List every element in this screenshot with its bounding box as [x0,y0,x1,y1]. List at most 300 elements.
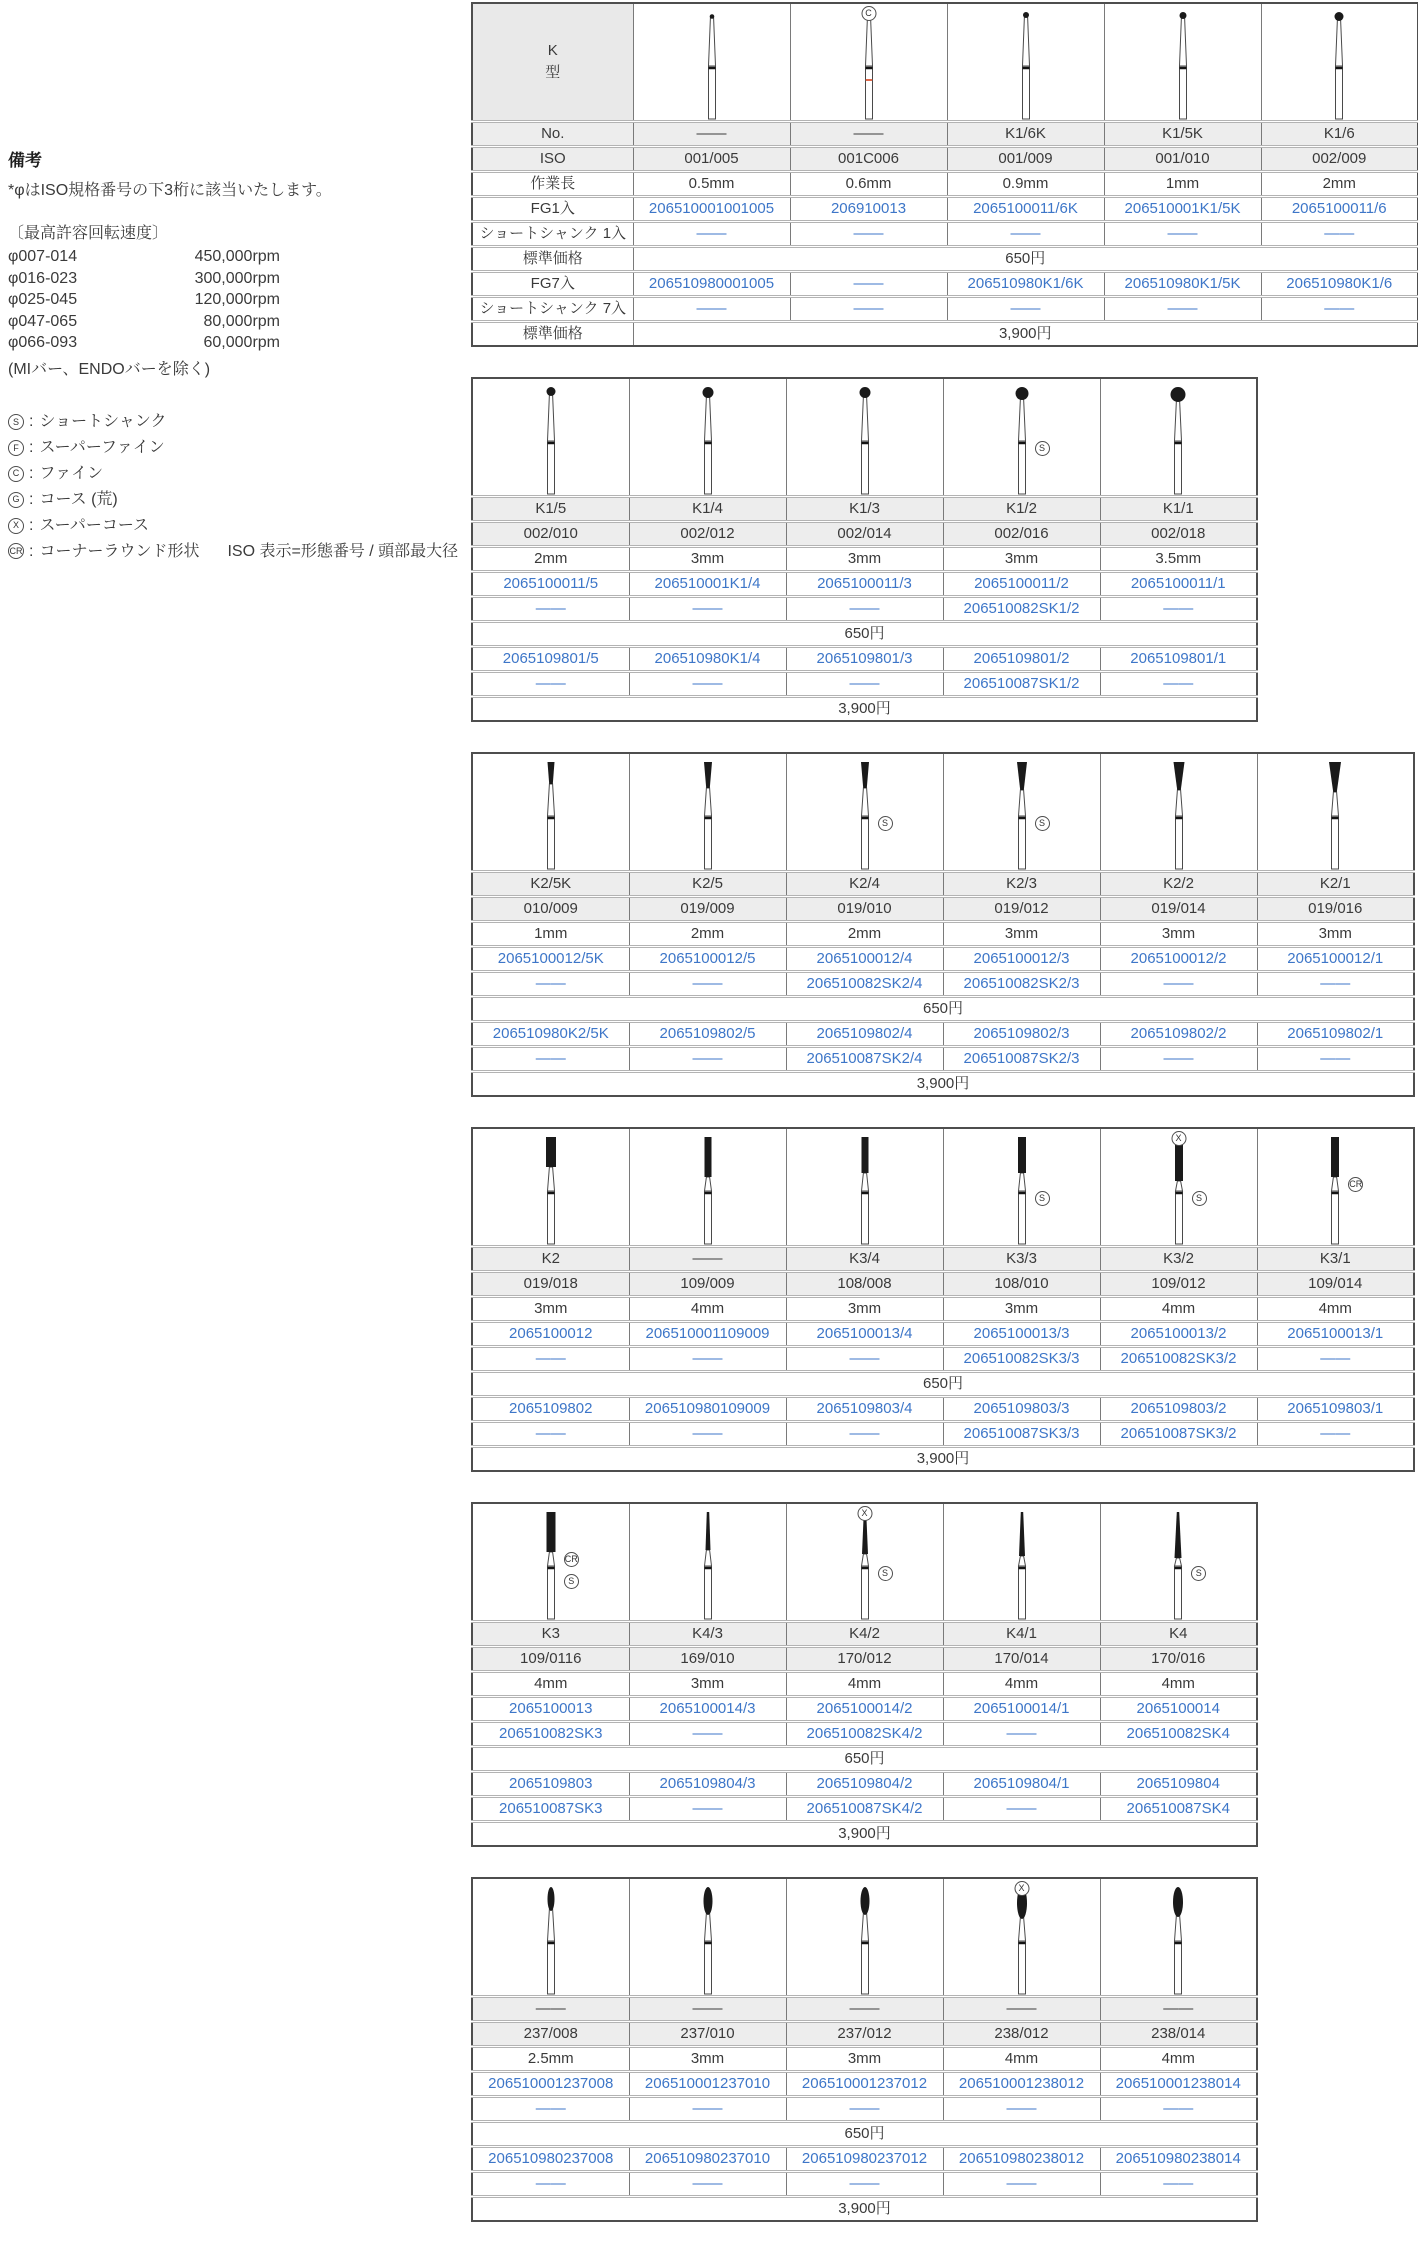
iso-number: 108/010 [943,1272,1100,1297]
product-no: K3/2 [1100,1247,1257,1272]
short-shank-7-part-number: —— [1257,1047,1414,1072]
working-length: 3mm [786,1297,943,1322]
short-shank-1-part-number: —— [943,2097,1100,2122]
fg7-part-number: 2065109804/2 [786,1772,943,1797]
short-shank-7-part-number: —— [472,672,629,697]
fg7-part-number: 2065109803/1 [1257,1397,1414,1422]
type-label-line2: 型 [545,64,561,81]
product-no: K2/1 [1257,872,1414,897]
standard-price-7pack: 3,900円 [633,322,1418,347]
bur-illustration [943,378,1100,497]
row-label-fg7: FG7入 [472,272,633,297]
bur-icon [673,754,743,870]
notes-heading: 備考 [8,151,42,170]
short-shank-1-part-number: —— [1100,597,1257,622]
standard-price-7pack-row [472,2197,1257,2222]
bur-icon [987,379,1057,495]
legend-symbol-CR-icon: CR [8,543,24,559]
fg7-part-number: 2065109801/5 [472,647,629,672]
fg1-part-number: 206510001238012 [943,2072,1100,2097]
standard-price-1pack-row [472,622,1257,647]
fg1-part-number: 2065100012/5 [629,947,786,972]
fg1-part-number: 2065100013/3 [943,1322,1100,1347]
product-no-row [472,497,1257,522]
working-length-row [472,922,1414,947]
short-shank-7-part-number-row [472,2172,1257,2197]
bur-icon [987,1879,1057,1995]
type-label-line1: K [547,42,558,59]
standard-price-1pack-row [472,247,1418,272]
speed-rpm: 60,000rpm [203,334,280,352]
standard-price-7pack-row [472,322,1418,347]
product-no: —— [629,1247,786,1272]
bur-illustration [472,1503,629,1622]
short-shank-1-part-number: —— [947,222,1104,247]
speed-range: φ047-065 [8,312,78,330]
iso-number: 109/012 [1100,1272,1257,1297]
row-label-price: 標準価格 [472,247,633,272]
bur-illustration [1100,1878,1257,1997]
fg1-part-number: 2065100012/3 [943,947,1100,972]
bur-icon [516,754,586,870]
symbol-X-icon: X [857,1506,872,1521]
iso-number: 170/016 [1100,1647,1257,1672]
iso-number-row [472,147,1418,172]
symbol-X-icon: X [1171,1131,1186,1146]
fg1-part-number: 2065100011/6 [1261,197,1418,222]
fg7-part-number: 2065109804/3 [629,1772,786,1797]
bur-illustration [1100,1128,1257,1247]
working-length: 3mm [629,547,786,572]
legend-label: ファイン [39,464,104,482]
standard-price-1pack-row [472,997,1414,1022]
legend-colon: : [29,464,34,482]
bur-icon [834,4,904,120]
product-table-block-5 [471,1502,1258,1847]
short-shank-7-part-number: —— [472,1047,629,1072]
product-no: —— [633,122,790,147]
standard-price-1pack: 650円 [472,622,1257,647]
short-shank-1-part-number: —— [472,597,629,622]
symbol-S-icon: S [878,816,893,831]
product-no: K2/5K [472,872,629,897]
fg1-part-number: 2065100011/6K [947,197,1104,222]
fg1-part-number-row [472,572,1257,597]
iso-number: 002/010 [472,522,629,547]
fg1-part-number: 2065100011/2 [943,572,1100,597]
fg1-part-number: 2065100014 [1100,1697,1257,1722]
symbol-S-icon: S [1035,441,1050,456]
short-shank-1-part-number-row [472,972,1414,997]
product-no: K2/3 [943,872,1100,897]
iso-number: 002/009 [1261,147,1418,172]
working-length: 0.9mm [947,172,1104,197]
iso-digits-note: *φはISO規格番号の下3桁に該当いたします。 [8,182,332,199]
bur-illustration [1100,1503,1257,1622]
bur-illustration [1261,3,1418,122]
legend-row [8,435,471,461]
short-shank-7-part-number: —— [1100,1047,1257,1072]
fg7-part-number: 2065109803 [472,1772,629,1797]
standard-price-7pack-row [472,1072,1414,1097]
legend-colon: : [29,542,34,560]
fg7-part-number: 2065109803/3 [943,1397,1100,1422]
short-shank-7-part-number: —— [1100,2172,1257,2197]
standard-price-7pack: 3,900円 [472,2197,1257,2222]
bur-icon [516,379,586,495]
working-length: 3mm [1257,922,1414,947]
short-shank-7-part-number-row [472,1047,1414,1072]
short-shank-1-part-number-row [472,1347,1414,1372]
iso-number: 238/012 [943,2022,1100,2047]
product-no: K4 [1100,1622,1257,1647]
working-length: 2mm [629,922,786,947]
standard-price-1pack-row [472,1747,1257,1772]
legend-row [8,487,471,513]
short-shank-7-part-number: 206510087SK2/3 [943,1047,1100,1072]
short-shank-1-part-number: —— [629,1722,786,1747]
short-shank-1-part-number: —— [786,597,943,622]
iso-number: 238/014 [1100,2022,1257,2047]
bur-illustration [472,378,629,497]
working-length: 2mm [786,922,943,947]
iso-number: 237/012 [786,2022,943,2047]
short-shank-7-part-number: —— [943,2172,1100,2197]
fg7-part-number: 2065109801/3 [786,647,943,672]
fg1-part-number: 206510001237012 [786,2072,943,2097]
fg7-part-number: 2065109804/1 [943,1772,1100,1797]
short-shank-1-part-number: —— [1257,972,1414,997]
working-length: 3mm [472,1297,629,1322]
short-shank-1-part-number: 206510082SK4 [1100,1722,1257,1747]
iso-number: 237/008 [472,2022,629,2047]
bur-icon [673,1129,743,1245]
fg1-part-number-row [472,2072,1257,2097]
iso-number: 010/009 [472,897,629,922]
illustration-row [472,378,1257,497]
short-shank-7-part-number: —— [629,1047,786,1072]
legend-row [8,539,471,565]
legend-label: ショートシャンク [39,412,167,430]
legend-symbol-X-icon: X [8,518,24,534]
bur-icon [1143,379,1213,495]
short-shank-1-part-number: 206510082SK4/2 [786,1722,943,1747]
fg7-part-number-row [472,1022,1414,1047]
illustration-row [472,753,1414,872]
iso-number: 019/018 [472,1272,629,1297]
short-shank-7-part-number: 206510087SK2/4 [786,1047,943,1072]
max-speed-list [8,246,471,354]
legend-row [8,461,471,487]
short-shank-7-part-number: 206510087SK3/3 [943,1422,1100,1447]
fg1-part-number-row [472,1322,1414,1347]
bur-illustration [633,3,790,122]
product-no: K1/5K [1104,122,1261,147]
speed-rpm: 120,000rpm [194,291,280,309]
bur-illustration [786,378,943,497]
legend-label: スーパーコース [39,516,150,534]
product-no: K3/1 [1257,1247,1414,1272]
product-no: K1/6 [1261,122,1418,147]
short-shank-7-part-number: 206510087SK1/2 [943,672,1100,697]
product-table-block-2 [471,377,1258,722]
speed-rpm: 300,000rpm [194,269,280,287]
legend-row [8,409,471,435]
bur-icon [987,754,1057,870]
short-shank-1-part-number: —— [629,2097,786,2122]
product-table-block-3 [471,752,1415,1097]
fg1-part-number: 206510001237010 [629,2072,786,2097]
iso-number: 170/014 [943,1647,1100,1672]
product-no: K4/1 [943,1622,1100,1647]
legend-symbol-G-icon: G [8,492,24,508]
short-shank-1-part-number: —— [633,222,790,247]
fg7-part-number: 2065109803/4 [786,1397,943,1422]
bur-illustration [1257,753,1414,872]
iso-number: 109/009 [629,1272,786,1297]
product-table-block-1 [471,2,1418,347]
speed-exception-note: (MIバー、ENDOバーを除く) [8,360,211,378]
standard-price-1pack: 650円 [472,1747,1257,1772]
short-shank-7-part-number: 206510087SK4/2 [786,1797,943,1822]
fg1-part-number: 206510001001005 [633,197,790,222]
fg7-part-number: 2065109802/4 [786,1022,943,1047]
product-table-block-6 [471,1877,1258,2222]
short-shank-1-part-number-row [472,222,1418,247]
iso-number: 169/010 [629,1647,786,1672]
fg1-part-number: 206510001109009 [629,1322,786,1347]
short-shank-1-part-number: —— [1104,222,1261,247]
fg7-part-number: 2065109801/2 [943,647,1100,672]
fg1-part-number: 2065100012/2 [1100,947,1257,972]
standard-price-1pack: 650円 [472,2122,1257,2147]
short-shank-1-part-number: —— [472,972,629,997]
short-shank-7-part-number: —— [1257,1422,1414,1447]
symbol-S-icon: S [1035,816,1050,831]
iso-number-row [472,1272,1414,1297]
notes-panel [0,0,471,2252]
legend-symbol-F-icon: F [8,440,24,456]
short-shank-7-part-number: —— [786,1422,943,1447]
short-shank-7-part-number: —— [472,1422,629,1447]
iso-number: 109/014 [1257,1272,1414,1297]
bur-illustration [629,1878,786,1997]
product-no: K1/2 [943,497,1100,522]
fg7-part-number: 2065109802/2 [1100,1022,1257,1047]
legend-colon: : [29,490,34,508]
type-label-cell [472,3,633,122]
fg7-part-number: 206510980238012 [943,2147,1100,2172]
short-shank-1-part-number: 206510082SK1/2 [943,597,1100,622]
short-shank-7-part-number: —— [786,2172,943,2197]
iso-number: 108/008 [786,1272,943,1297]
bur-icon [830,379,900,495]
fg7-part-number: 206510980001005 [633,272,790,297]
iso-number: 001/009 [947,147,1104,172]
fg1-part-number: 206510001237008 [472,2072,629,2097]
fg7-part-number: 206510980237012 [786,2147,943,2172]
fg7-part-number: 2065109804 [1100,1772,1257,1797]
standard-price-7pack: 3,900円 [472,1822,1257,1847]
standard-price-7pack: 3,900円 [472,697,1257,722]
speed-range: φ016-023 [8,269,78,287]
working-length: 3mm [629,1672,786,1697]
iso-number: 019/014 [1100,897,1257,922]
iso-number: 001C006 [790,147,947,172]
short-shank-7-part-number: —— [472,2172,629,2197]
fg1-part-number: 2065100012/5K [472,947,629,972]
symbol-S-icon: S [1191,1566,1206,1581]
working-length: 3mm [1100,922,1257,947]
symbol-legend [8,409,471,564]
bur-illustration [786,1503,943,1622]
fg1-part-number: 2065100013 [472,1697,629,1722]
product-no-row [472,1622,1257,1647]
short-shank-7-part-number: —— [947,297,1104,322]
short-shank-7-part-number: —— [633,297,790,322]
fg1-part-number-row [472,197,1418,222]
standard-price-7pack: 3,900円 [472,1072,1414,1097]
short-shank-7-part-number: 206510087SK3 [472,1797,629,1822]
short-shank-7-part-number-row [472,297,1418,322]
bur-illustration [629,1128,786,1247]
iso-number: 019/010 [786,897,943,922]
bur-icon [1304,4,1374,120]
working-length: 4mm [786,1672,943,1697]
bur-icon [516,1129,586,1245]
bur-icon [1144,754,1214,870]
fg1-part-number: 2065100014/2 [786,1697,943,1722]
working-length: 4mm [1100,2047,1257,2072]
iso-number: 237/010 [629,2022,786,2047]
short-shank-1-part-number: —— [472,2097,629,2122]
product-no-row [472,122,1418,147]
row-label-price: 標準価格 [472,322,633,347]
product-table-block-4 [471,1127,1415,1472]
product-no: K4/3 [629,1622,786,1647]
illustration-row [472,3,1418,122]
bur-icon [673,1504,743,1620]
bur-illustration [947,3,1104,122]
bur-illustration [786,753,943,872]
working-length: 1mm [1104,172,1261,197]
short-shank-1-part-number: —— [786,1347,943,1372]
working-length: 4mm [1257,1297,1414,1322]
fg1-part-number: 2065100014/1 [943,1697,1100,1722]
speed-row [8,268,280,290]
bur-illustration [943,1128,1100,1247]
iso-format-note: ISO 表示=形態番号 / 頭部最大径 [227,542,459,560]
fg7-part-number: 2065109802 [472,1397,629,1422]
bur-illustration [1100,753,1257,872]
product-no: —— [1100,1997,1257,2022]
fg1-part-number: 2065100013/2 [1100,1322,1257,1347]
row-label-len: 作業長 [472,172,633,197]
short-shank-1-part-number: 206510082SK3/3 [943,1347,1100,1372]
short-shank-7-part-number: —— [629,672,786,697]
short-shank-7-part-number: —— [790,297,947,322]
short-shank-1-part-number: —— [472,1347,629,1372]
product-no: K3/3 [943,1247,1100,1272]
iso-number: 002/018 [1100,522,1257,547]
working-length: 4mm [943,1672,1100,1697]
product-no: —— [790,122,947,147]
working-length: 3mm [786,2047,943,2072]
working-length: 3mm [629,2047,786,2072]
bur-icon [1144,1129,1214,1245]
iso-number: 170/012 [786,1647,943,1672]
fg7-part-number: 2065109802/1 [1257,1022,1414,1047]
fg7-part-number: 206510980K1/5K [1104,272,1261,297]
product-no: K1/1 [1100,497,1257,522]
row-label-ss7: ショートシャンク 7入 [472,297,633,322]
fg7-part-number: 206510980109009 [629,1397,786,1422]
short-shank-7-part-number: 206510087SK3/2 [1100,1422,1257,1447]
product-no: K1/5 [472,497,629,522]
bur-illustration [472,1878,629,1997]
standard-price-1pack-row [472,1372,1414,1397]
bur-illustration [943,1503,1100,1622]
iso-number: 019/009 [629,897,786,922]
legend-label: コーナーラウンド形状 [39,542,200,560]
fg7-part-number-row [472,2147,1257,2172]
iso-number: 019/012 [943,897,1100,922]
bur-illustration [629,753,786,872]
fg7-part-number-row [472,1772,1257,1797]
legend-row [8,513,471,539]
working-length: 4mm [629,1297,786,1322]
bur-icon [673,379,743,495]
bur-icon [673,1879,743,1995]
product-no: K2/5 [629,872,786,897]
max-speed-title: 〔最高許容回転速度〕 [8,225,169,242]
bur-icon [516,1879,586,1995]
short-shank-1-part-number: —— [629,972,786,997]
legend-symbol-S-icon: S [8,414,24,430]
speed-rpm: 450,000rpm [194,248,280,265]
illustration-row [472,1503,1257,1622]
illustration-row [472,1128,1414,1247]
fg7-part-number: 206510980K1/4 [629,647,786,672]
fg1-part-number: 2065100013/4 [786,1322,943,1347]
fg1-part-number: 206910013 [790,197,947,222]
short-shank-7-part-number: 206510087SK4 [1100,1797,1257,1822]
standard-price-1pack: 650円 [472,1372,1414,1397]
working-length: 2mm [472,547,629,572]
fg7-part-number: 2065109802/5 [629,1022,786,1047]
symbol-C-icon: C [861,6,876,21]
fg7-part-number: —— [790,272,947,297]
iso-number-row [472,2022,1257,2047]
short-shank-7-part-number: —— [1104,297,1261,322]
row-label-no: No. [472,122,633,147]
fg7-part-number-row [472,1397,1414,1422]
fg1-part-number: 206510001K1/5K [1104,197,1261,222]
working-length: 4mm [1100,1297,1257,1322]
short-shank-1-part-number: 206510082SK3 [472,1722,629,1747]
iso-number: 019/016 [1257,897,1414,922]
short-shank-7-part-number-row [472,1422,1414,1447]
short-shank-7-part-number-row [472,672,1257,697]
speed-rpm: 80,000rpm [203,312,280,330]
short-shank-1-part-number-row [472,2097,1257,2122]
fg7-part-number-row [472,272,1418,297]
fg1-part-number: 2065100014/3 [629,1697,786,1722]
bur-illustration [629,1503,786,1622]
working-length: 4mm [472,1672,629,1697]
fg7-part-number-row [472,647,1257,672]
iso-number: 001/005 [633,147,790,172]
